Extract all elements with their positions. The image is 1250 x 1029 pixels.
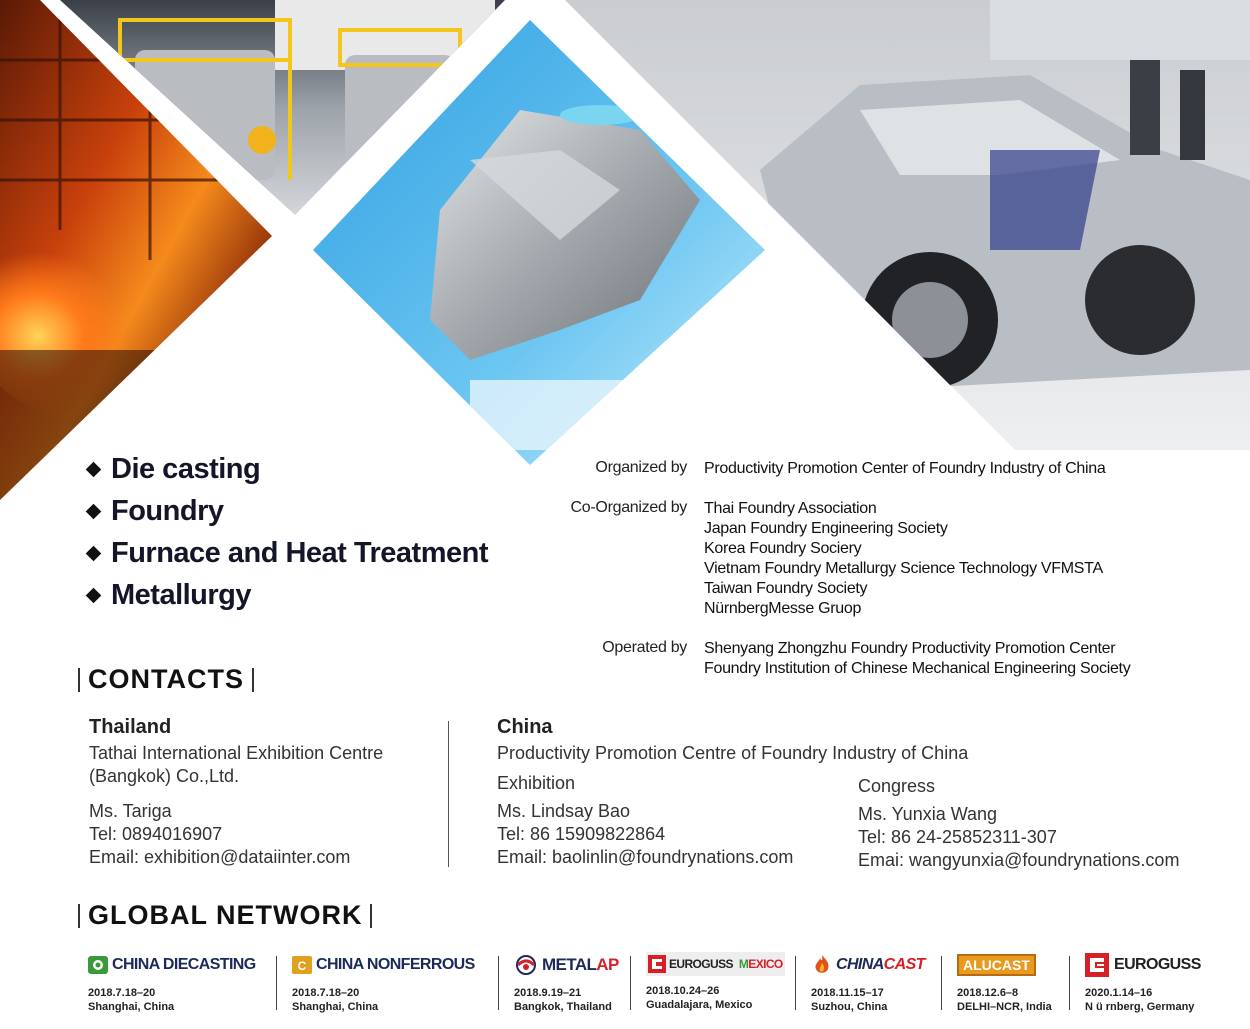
contacts-heading (78, 664, 254, 695)
contact-email[interactable]: Email: exhibition@dataiinter.com (89, 847, 351, 867)
event-name: CHINA NONFERROUS (316, 956, 475, 973)
network-event-euroguss[interactable] (1085, 952, 1201, 1014)
contact-name: Ms. Tariga (89, 801, 172, 821)
euroguss-logo-icon (1085, 953, 1109, 977)
event-place: Shanghai, China (88, 1001, 175, 1013)
contact-org: Tathai International Exhibition Centre (89, 743, 384, 763)
heading-bar (78, 668, 80, 692)
event-name-part: AP (596, 955, 619, 974)
event-date: 2018.9.19–21 (514, 987, 582, 999)
contact-china-congress (858, 775, 1179, 872)
contact-org: (Bangkok) Co.,Ltd. (89, 766, 240, 786)
event-place: DELHI–NCR, India (957, 1001, 1052, 1013)
feature-label: Furnace and Heat Treatment (111, 536, 488, 569)
event-place: Shanghai, China (292, 1001, 379, 1013)
contact-country: China (497, 716, 553, 738)
svg-text:C: C (297, 959, 307, 973)
diamond-bullet-icon (86, 503, 102, 519)
network-event-chinacast[interactable] (811, 952, 925, 1014)
feature-label: Metallurgy (111, 578, 252, 611)
global-network-heading (78, 900, 372, 931)
event-name-part: EUROGUSS (669, 957, 733, 971)
co-organizer-name: Japan Foundry Engineering Society (704, 520, 948, 537)
co-organized-by-list (704, 499, 1103, 619)
event-date: 2018.10.24–26 (646, 985, 720, 997)
event-date: 2018.11.15–17 (811, 987, 884, 999)
contact-tel: Tel: 86 15909822864 (497, 824, 666, 844)
photo-collage (0, 0, 1250, 500)
nonferrous-logo-icon (292, 956, 312, 974)
contact-name: Ms. Yunxia Wang (858, 804, 998, 824)
event-place: N ü rnberg, Germany (1085, 1001, 1195, 1013)
network-event-alucast[interactable] (957, 952, 1052, 1014)
organized-by-list (704, 459, 1105, 479)
global-network-title: GLOBAL NETWORK (88, 900, 363, 930)
event-date: 2018.7.18–20 (292, 987, 360, 999)
co-organized-by-label: Co-Organized by (570, 499, 687, 516)
diamond-bullet-icon (86, 545, 102, 561)
network-separator (276, 956, 277, 1010)
network-event-euroguss-mexico[interactable] (646, 952, 785, 1014)
chinacast-flame-icon (811, 954, 833, 976)
exhibition-label: Exhibition (497, 773, 576, 793)
network-separator (941, 956, 942, 1010)
die-casting-logo-icon (88, 956, 108, 974)
network-separator (498, 956, 499, 1010)
contact-tel: Tel: 86 24-25852311-307 (858, 827, 1057, 847)
operated-by-list (704, 639, 1130, 679)
heading-bar (370, 904, 372, 928)
contact-org: Productivity Promotion Centre of Foundry Industry of China (497, 743, 969, 763)
feature-label: Die casting (111, 452, 261, 485)
event-date: 2020.1.14–16 (1085, 987, 1153, 999)
event-name-part: CHINA (836, 956, 884, 973)
feature-label: Foundry (111, 494, 224, 527)
event-name-part: METAL (542, 955, 597, 974)
diamond-bullet-icon (86, 587, 102, 603)
contact-divider (448, 721, 449, 867)
network-separator (795, 956, 796, 1010)
contact-tel: Tel: 0894016907 (89, 824, 223, 844)
contact-country: Thailand (89, 716, 172, 738)
co-organizer-name: Korea Foundry Sociery (704, 540, 862, 557)
event-date: 2018.7.18–20 (88, 987, 156, 999)
event-place: Suzhou, China (811, 1001, 888, 1013)
network-event-metalap[interactable] (514, 952, 619, 1014)
contact-email[interactable]: Emai: wangyunxia@foundrynations.com (858, 850, 1180, 870)
organizer-name: Productivity Promotion Center of Foundry Industry of China (704, 460, 1106, 477)
congress-label: Congress (858, 776, 936, 796)
contact-email[interactable]: Email: baolinlin@foundrynations.com (497, 847, 794, 867)
network-event-china-diecasting[interactable] (88, 952, 256, 1014)
event-name: ALUCAST (963, 957, 1030, 973)
operator-name: Shenyang Zhongzhu Foundry Productivity Promotion Center (704, 640, 1116, 657)
co-organizer-name: Taiwan Foundry Society (704, 580, 868, 597)
event-place: Bangkok, Thailand (514, 1001, 612, 1013)
event-place: Guadalajara, Mexico (646, 999, 753, 1011)
feature-item (84, 574, 488, 616)
co-organizer-name: Thai Foundry Association (704, 500, 877, 517)
diamond-bullet-icon (86, 461, 102, 477)
operated-by-label: Operated by (602, 639, 687, 656)
event-name: EUROGUSS (1114, 956, 1201, 973)
contact-thailand (89, 716, 383, 869)
heading-bar (78, 904, 80, 928)
event-date: 2018.12.6–8 (957, 987, 1019, 999)
network-separator (630, 956, 631, 1010)
euroguss-mexico-logo-icon (648, 955, 666, 973)
operator-name: Foundry Institution of Chinese Mechanical Engineering Society (704, 660, 1131, 677)
heading-bar (252, 668, 254, 692)
event-name-part: M (738, 957, 749, 971)
network-event-china-nonferrous[interactable] (292, 952, 475, 1014)
event-name-part: EXICO (748, 957, 783, 971)
alucast-logo-icon (957, 954, 1036, 976)
contact-name: Ms. Lindsay Bao (497, 801, 631, 821)
co-organizer-name: Vietnam Foundry Metallurgy Science Technology VFMSTA (704, 560, 1103, 577)
contacts-title: CONTACTS (88, 664, 244, 694)
feature-item (84, 532, 488, 574)
event-name: CHINA DIECASTING (112, 956, 256, 973)
metalap-logo-icon (514, 955, 538, 975)
co-organizer-name: NürnbergMesse Gruop (704, 600, 862, 617)
event-name-part: CAST (883, 956, 925, 973)
organized-by-label: Organized by (595, 459, 687, 476)
network-separator (1069, 956, 1070, 1010)
